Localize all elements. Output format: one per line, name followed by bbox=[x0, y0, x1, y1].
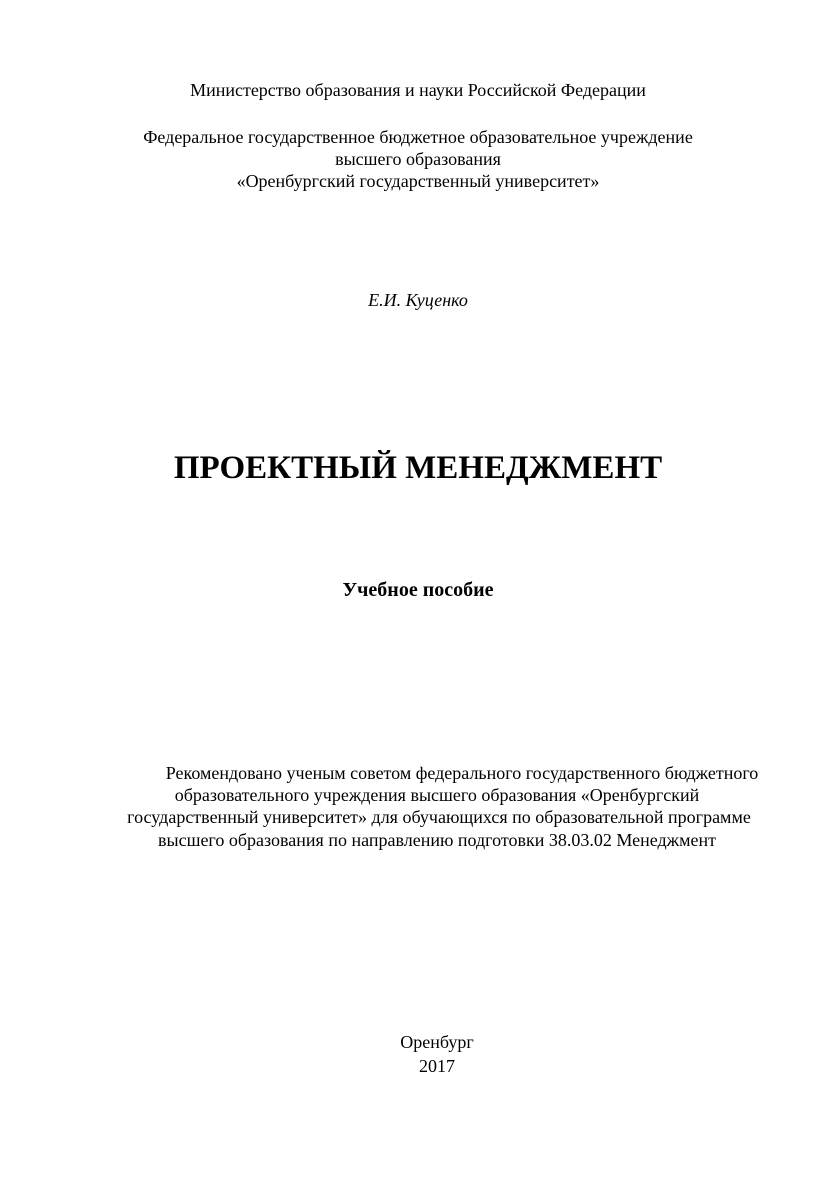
ministry-line: Министерство образования и науки Российской Федерации bbox=[190, 80, 646, 100]
city: Оренбург bbox=[400, 1032, 474, 1052]
author: Е.И. Куценко bbox=[368, 290, 468, 310]
recommendation-line-1: Рекомендовано ученым советом федерального государственного бюджетного bbox=[165, 763, 759, 783]
institution-line-1: Федеральное государственное бюджетное образовательное учреждение bbox=[143, 127, 693, 147]
recommendation-line-2: образовательного учреждения высшего образования «Оренбургский bbox=[174, 785, 700, 805]
book-subtitle: Учебное пособие bbox=[342, 579, 494, 601]
book-title: ПРОЕКТНЫЙ МЕНЕДЖМЕНТ bbox=[173, 450, 663, 486]
year: 2017 bbox=[419, 1056, 455, 1076]
recommendation-line-3: государственный университет» для обучающихся по образовательной программе bbox=[127, 807, 751, 827]
institution-line-3: «Оренбургский государственный университет» bbox=[236, 171, 600, 191]
recommendation-line-4: высшего образования по направлению подготовки 38.03.02 Менеджмент bbox=[158, 830, 716, 850]
institution-line-2: высшего образования bbox=[335, 149, 501, 169]
